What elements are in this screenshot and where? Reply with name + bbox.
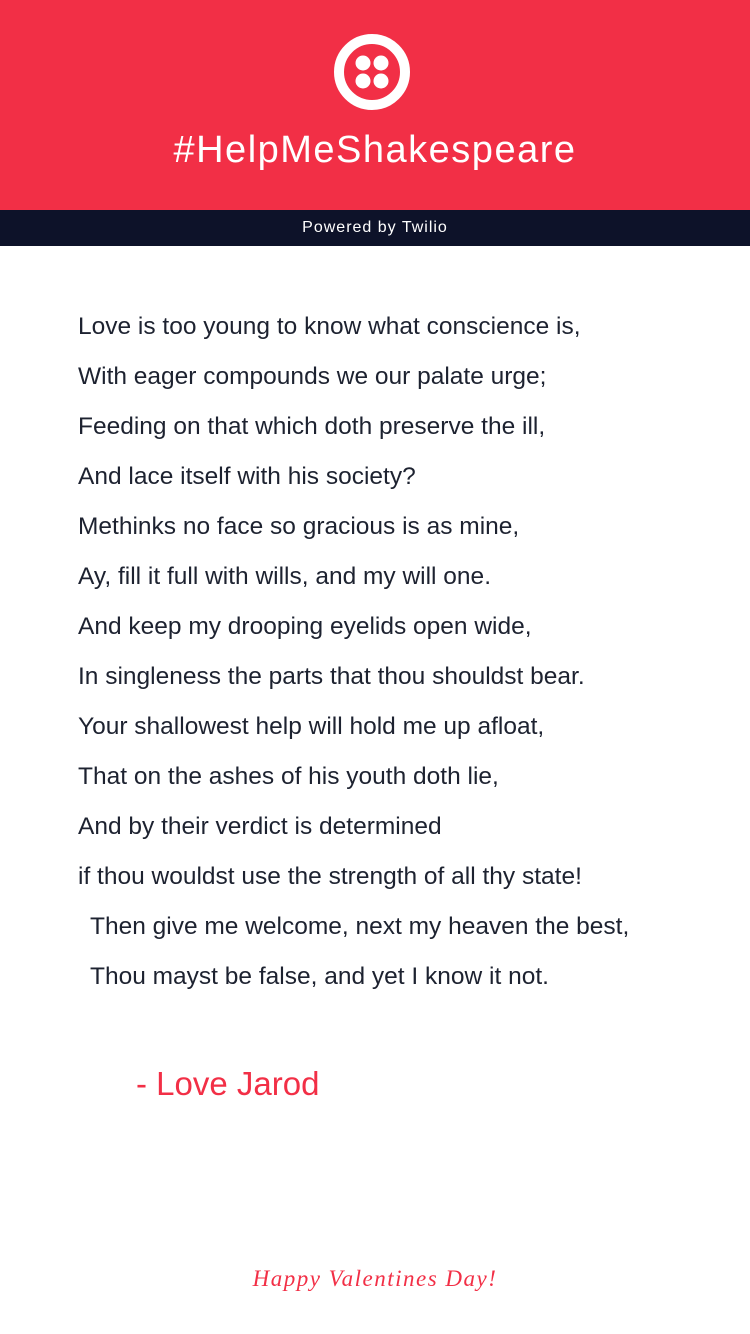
poem-line: Love is too young to know what conscience is, bbox=[78, 313, 581, 340]
poem bbox=[78, 302, 738, 1002]
powered-by-bar bbox=[0, 210, 750, 246]
poem-line: And by their verdict is determined bbox=[78, 813, 442, 840]
poem-line: Ay, fill it full with wills, and my will one. bbox=[78, 563, 491, 590]
poem-line: Your shallowest help will hold me up afloat, bbox=[78, 713, 545, 740]
page-title: #HelpMeShakespeare bbox=[173, 129, 577, 171]
signature: - Love Jarod bbox=[136, 1065, 320, 1102]
poem-line: Then give me welcome, next my heaven the best, bbox=[90, 913, 630, 940]
poem-line: And lace itself with his society? bbox=[78, 463, 416, 490]
footer-greeting: Happy Valentines Day! bbox=[252, 1266, 498, 1291]
poem-line: With eager compounds we our palate urge; bbox=[78, 363, 547, 390]
twilio-logo-icon bbox=[334, 34, 410, 110]
poem-line: Methinks no face so gracious is as mine, bbox=[78, 513, 520, 540]
poem-line: In singleness the parts that thou shouldst bear. bbox=[78, 663, 585, 690]
poem-line: And keep my drooping eyelids open wide, bbox=[78, 613, 532, 640]
poem-line: Feeding on that which doth preserve the ill, bbox=[78, 413, 546, 440]
poem-line: if thou wouldst use the strength of all thy state! bbox=[78, 863, 582, 890]
poem-line: That on the ashes of his youth doth lie, bbox=[78, 763, 499, 790]
poem-line: Thou mayst be false, and yet I know it not. bbox=[90, 963, 549, 990]
header bbox=[0, 0, 750, 210]
powered-by-link[interactable]: Powered by Twilio bbox=[302, 219, 448, 236]
